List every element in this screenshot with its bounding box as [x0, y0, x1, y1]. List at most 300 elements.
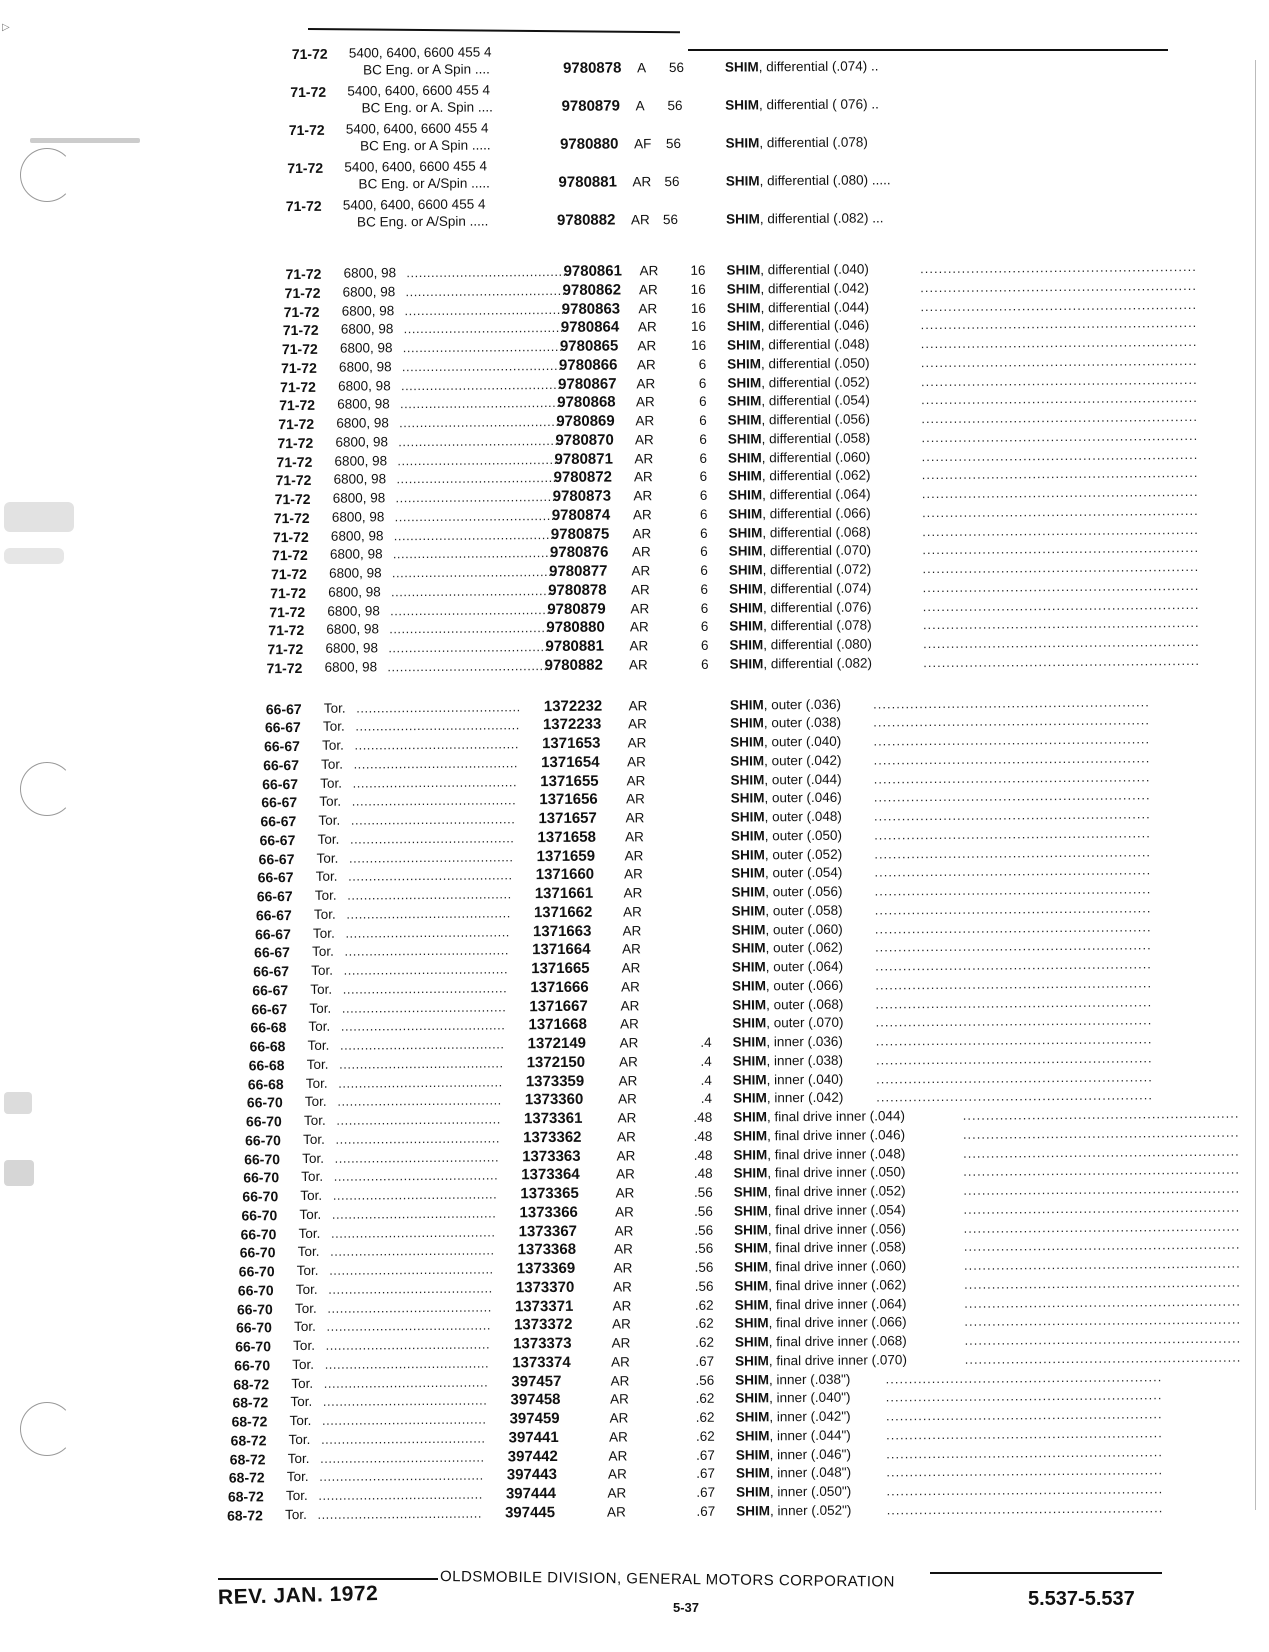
model-list: 6800, 98	[326, 621, 380, 638]
quantity: AR	[621, 960, 641, 976]
part-number: 9780862	[562, 281, 622, 299]
leader-dots: ........................................	[355, 717, 520, 734]
part-description: SHIM, differential (.062)	[728, 467, 871, 484]
part-number: 1373371	[514, 1297, 574, 1315]
group-number: .48	[693, 1109, 713, 1125]
part-description: SHIM, outer (.058)	[731, 902, 843, 919]
model-list: Tor.	[289, 1412, 312, 1429]
part-description: SHIM, final drive inner (.070)	[735, 1351, 907, 1369]
quantity: AR	[630, 581, 650, 598]
group-number: 16	[690, 300, 706, 316]
leader-dots: ........................................	[331, 1205, 497, 1222]
group-number: 6	[700, 525, 708, 541]
year-range: 66-67	[263, 737, 300, 755]
part-number: 1371657	[538, 809, 597, 828]
leader-dots: ........................................	[340, 1017, 506, 1034]
corner-mark: ▷	[2, 22, 10, 33]
part-number: 9780868	[557, 393, 616, 412]
year-range: 71-72	[269, 603, 306, 620]
part-description: SHIM, differential (.074) ..	[724, 58, 879, 75]
part-description: SHIM, outer (.070)	[732, 1014, 844, 1031]
group-number: .67	[695, 1447, 715, 1463]
group-number: .4	[700, 1034, 712, 1050]
year-range: 66-70	[236, 1300, 273, 1317]
part-description: SHIM, final drive inner (.050)	[733, 1164, 906, 1181]
quantity: AR	[615, 1185, 635, 1201]
part-number: 9780873	[552, 487, 612, 505]
quantity: AR	[613, 1241, 633, 1257]
part-number: 9780861	[563, 262, 623, 280]
part-description: SHIM, final drive inner (.066)	[734, 1314, 907, 1331]
leader-dots: ............................................................	[920, 296, 1198, 314]
year-range: 71-72	[267, 640, 304, 658]
group-number: 6	[700, 637, 709, 653]
quantity: A	[636, 60, 647, 76]
part-description: SHIM, differential (.082) ...	[726, 210, 884, 227]
leader-dots: ............................................................	[874, 825, 1151, 843]
model-list: 6800, 98	[329, 546, 383, 562]
group-number: 6	[700, 562, 708, 578]
group-number: 6	[701, 656, 709, 672]
quantity: AR	[607, 1466, 627, 1482]
leader-dots: ............................................................	[922, 596, 1200, 614]
part-number: 9780882	[556, 211, 616, 229]
leader-dots: ........................................	[343, 961, 509, 978]
model-list: Tor.	[297, 1244, 320, 1260]
year-range: 66-67	[261, 794, 298, 811]
leader-dots: ............................................................	[963, 1255, 1241, 1273]
part-number: 1371663	[532, 922, 592, 940]
leader-dots: ........................................	[399, 413, 564, 431]
year-range: 66-68	[248, 1056, 285, 1074]
year-range: 71-72	[288, 121, 325, 139]
leader-dots: ........................................	[344, 942, 510, 959]
part-number: 9780879	[561, 97, 621, 115]
quantity: AR	[625, 829, 644, 845]
quantity: AR	[636, 356, 656, 373]
model-list: Tor.	[313, 906, 336, 922]
model-list: 5400, 6400, 6600 455 4	[345, 120, 489, 137]
leader-dots: ........................................	[338, 1073, 503, 1091]
part-description: SHIM, inner (.038")	[735, 1371, 851, 1388]
part-number: 9780874	[551, 506, 611, 524]
group-number: .56	[694, 1222, 714, 1238]
group-number: 6	[700, 544, 708, 560]
leader-dots: ........................................	[345, 923, 510, 941]
leader-dots: ............................................................	[963, 1143, 1240, 1161]
part-number: 1371661	[534, 884, 594, 903]
leader-dots: ............................................................	[964, 1274, 1241, 1292]
model-list: 6800, 98	[331, 509, 385, 525]
part-number: 1373374	[512, 1353, 571, 1372]
year-range: 71-72	[279, 397, 316, 414]
model-list: 6800, 98	[343, 265, 397, 281]
part-number: 1371653	[541, 734, 601, 753]
year-range: 71-72	[274, 490, 311, 508]
part-description: SHIM, outer (.056)	[731, 883, 843, 900]
part-number: 1372232	[543, 697, 603, 715]
part-description: SHIM, outer (.046)	[730, 789, 842, 806]
quantity: AR	[633, 469, 653, 485]
year-range: 71-72	[282, 322, 319, 339]
part-number: 1372149	[527, 1034, 587, 1053]
leader-dots: ............................................................	[921, 390, 1198, 408]
leader-dots: ........................................	[353, 755, 519, 772]
quantity: AR	[634, 450, 654, 466]
part-number: 1371662	[533, 903, 593, 921]
part-description: SHIM, differential (.060)	[727, 448, 871, 466]
year-range: 68-72	[232, 1394, 269, 1411]
model-list: Tor.	[288, 1431, 311, 1447]
part-number: 1372233	[542, 715, 602, 734]
division-name: OLDSMOBILE DIVISION, GENERAL MOTORS CORPORATION	[439, 1568, 896, 1591]
group-number: .4	[700, 1072, 712, 1088]
leader-dots: ............................................................	[874, 843, 1152, 861]
leader-dots: ........................................	[320, 1430, 486, 1447]
leader-dots: ............................................................	[963, 1180, 1241, 1198]
part-description: SHIM, differential (.078)	[729, 617, 872, 634]
year-range: 66-67	[251, 1000, 288, 1017]
quantity: AR	[619, 1035, 639, 1051]
year-range: 71-72	[272, 528, 309, 545]
model-list: 6800, 98	[336, 415, 389, 431]
leader-dots: ............................................................	[962, 1124, 1240, 1142]
leader-dots: ............................................................	[875, 993, 1153, 1011]
leader-dots: ............................................................	[920, 352, 1198, 370]
year-range: 66-70	[239, 1244, 276, 1261]
year-range: 66-70	[245, 1131, 281, 1149]
year-range: 71-72	[277, 434, 314, 451]
part-description: SHIM, inner (.040)	[732, 1071, 844, 1088]
part-description: SHIM, final drive inner (.062)	[734, 1276, 907, 1294]
model-list: 5400, 6400, 6600 455 4	[348, 44, 492, 61]
leader-dots: ........................................	[318, 1486, 483, 1503]
year-range: 66-67	[255, 906, 292, 924]
quantity: AR	[616, 1147, 636, 1164]
year-range: 71-72	[276, 453, 313, 470]
year-range: 66-67	[256, 888, 293, 905]
part-number: 397443	[506, 1466, 557, 1484]
part-description: SHIM, outer (.066)	[732, 977, 844, 994]
group-number: 16	[690, 319, 707, 335]
leader-dots: ........................................	[348, 867, 513, 884]
quantity: AR	[638, 281, 658, 298]
part-number: 397457	[511, 1372, 562, 1390]
part-description: SHIM, outer (.040)	[730, 733, 842, 750]
quantity: AR	[614, 1204, 634, 1220]
leader-dots: ............................................................	[885, 1406, 1163, 1424]
model-list: Tor.	[303, 1112, 326, 1128]
leader-dots: ............................................................	[921, 483, 1199, 502]
model-list: Tor.	[318, 812, 341, 828]
quantity: AR	[630, 212, 650, 228]
leader-dots: ........................................	[387, 657, 552, 675]
leader-dots: ............................................................	[922, 540, 1200, 558]
year-range: 66-67	[260, 813, 297, 830]
leader-dots: ........................................	[402, 338, 568, 356]
model-list: Tor.	[312, 925, 335, 941]
leader-dots: ........................................	[326, 1317, 491, 1335]
leader-dots: ............................................................	[886, 1424, 1163, 1443]
leader-dots: ........................................	[336, 1111, 501, 1128]
year-range: 66-67	[254, 925, 291, 942]
model-list: 6800, 98	[327, 602, 380, 619]
leader-dots: ............................................................	[874, 937, 1152, 955]
year-range: 66-67	[259, 831, 296, 849]
group-number: .56	[693, 1184, 713, 1200]
leader-dots: ........................................	[322, 1392, 488, 1410]
year-range: 68-72	[229, 1450, 266, 1468]
part-description: SHIM, differential (.074)	[728, 580, 872, 597]
model-list: 6800, 98	[332, 490, 386, 506]
part-number: 1373363	[522, 1147, 581, 1165]
model-list: Tor.	[317, 831, 340, 847]
year-range: 68-72	[228, 1469, 265, 1486]
leader-dots: ........................................	[325, 1336, 491, 1353]
quantity: AR	[636, 375, 656, 391]
model-list: Tor.	[305, 1075, 328, 1091]
year-range: 71-72	[284, 284, 321, 301]
page-number: 5-37	[673, 1600, 700, 1615]
group-number: 16	[690, 262, 706, 278]
quantity: AR	[628, 697, 648, 713]
year-range: 66-68	[250, 1019, 287, 1036]
model-list: Tor.	[286, 1469, 309, 1485]
leader-dots: ........................................	[396, 470, 561, 487]
part-number: 1371654	[541, 753, 600, 771]
quantity: AR	[623, 904, 642, 920]
part-description: SHIM, inner (.050")	[736, 1483, 852, 1500]
part-number: 1373360	[524, 1091, 584, 1109]
model-list: Tor.	[284, 1506, 307, 1522]
model-list: 6800, 98	[330, 527, 384, 544]
part-description: SHIM, outer (.054)	[731, 864, 843, 881]
quantity: AR	[623, 885, 643, 901]
group-number: 6	[698, 375, 707, 391]
leader-dots: ............................................................	[873, 712, 1151, 730]
quantity: AR	[610, 1354, 630, 1370]
leader-dots: ............................................................	[874, 881, 1152, 899]
leader-dots: ............................................................	[923, 652, 1200, 670]
model-list: Tor.	[294, 1319, 316, 1335]
part-number: 9780869	[556, 412, 615, 430]
leader-dots: ............................................................	[921, 446, 1199, 464]
leader-dots: ............................................................	[964, 1293, 1242, 1311]
year-range: 66-67	[258, 850, 295, 867]
quantity: AR	[620, 997, 640, 1013]
part-description: SHIM, final drive inner (.064)	[734, 1295, 907, 1313]
part-number: 1373366	[519, 1203, 578, 1222]
year-range: 71-72	[287, 159, 324, 177]
leader-dots: ............................................................	[874, 918, 1152, 936]
part-description: SHIM, differential (.040)	[726, 261, 869, 278]
group-number: 16	[691, 337, 707, 353]
quantity: AR	[630, 600, 650, 616]
leader-dots: ............................................................	[886, 1499, 1164, 1518]
leader-dots: ............................................................	[922, 558, 1200, 577]
quantity: AR	[609, 1410, 629, 1426]
leader-dots: ............................................................	[886, 1462, 1164, 1480]
group-number: .67	[696, 1484, 716, 1500]
model-list: Tor.	[323, 700, 346, 716]
leader-dots: ........................................	[348, 848, 514, 866]
year-range: 66-67	[253, 963, 290, 980]
model-list: 6800, 98	[338, 359, 392, 375]
part-description: SHIM, inner (.042)	[732, 1089, 844, 1106]
model-list: Tor.	[306, 1056, 329, 1072]
quantity: AR	[624, 847, 644, 863]
part-number: 1371659	[536, 847, 596, 865]
year-range: 71-72	[291, 45, 328, 63]
leader-dots: ........................................	[327, 1298, 492, 1316]
quantity: AR	[618, 1091, 637, 1107]
year-range: 71-72	[275, 472, 312, 489]
year-range: 71-72	[271, 547, 308, 564]
part-description: SHIM, differential (.080) .....	[725, 172, 891, 189]
group-number: 6	[698, 356, 707, 372]
part-description: SHIM, inner (.044")	[735, 1427, 851, 1444]
model-list: Tor.	[301, 1169, 324, 1185]
model-list: Tor.	[292, 1356, 315, 1372]
year-range: 71-72	[283, 303, 320, 320]
part-number: 9780880	[559, 135, 619, 153]
engine-note: BC Eng. or A Spin ....	[362, 61, 490, 78]
leader-dots: ........................................	[337, 1092, 502, 1109]
quantity: AR	[632, 506, 652, 523]
quantity: AR	[632, 525, 652, 541]
leader-dots: ............................................................	[920, 333, 1198, 352]
quantity: AR	[612, 1279, 632, 1295]
group-number: .62	[695, 1334, 715, 1350]
leader-dots: ........................................	[329, 1261, 494, 1278]
quantity: AR	[637, 319, 657, 335]
model-list: 6800, 98	[324, 659, 378, 675]
model-list: Tor.	[302, 1150, 324, 1166]
quantity: AR	[619, 1054, 638, 1070]
part-number: 1373362	[523, 1128, 582, 1146]
part-number: 1373372	[513, 1316, 573, 1334]
leader-dots: ............................................................	[922, 577, 1200, 595]
leader-dots: ........................................	[342, 980, 508, 997]
leader-dots: ........................................	[388, 638, 553, 656]
engine-note: BC Eng. or A Spin .....	[359, 137, 491, 154]
model-list: 5400, 6400, 6600 455 4	[344, 158, 487, 175]
year-range: 71-72	[268, 622, 305, 639]
leader-dots: ............................................................	[963, 1199, 1241, 1217]
leader-dots: ........................................	[391, 563, 557, 581]
part-description: SHIM, outer (.038)	[730, 714, 842, 731]
part-description: SHIM, outer (.052)	[731, 846, 843, 863]
leader-dots: ........................................	[390, 582, 556, 600]
part-number: 397441	[508, 1428, 559, 1447]
group-number: .67	[696, 1503, 716, 1519]
part-number: 1373367	[518, 1222, 578, 1240]
leader-dots: ............................................................	[873, 750, 1151, 768]
engine-note: BC Eng. or A/Spin .....	[356, 213, 489, 230]
model-list: 6800, 98	[338, 377, 391, 394]
part-number: 397458	[510, 1391, 561, 1409]
leader-dots: ........................................	[319, 1467, 484, 1485]
group-number: .62	[694, 1297, 714, 1313]
part-number: 9780876	[549, 543, 609, 562]
group-number: .56	[694, 1241, 714, 1257]
group-number: 16	[690, 281, 706, 297]
part-number: 1373364	[521, 1166, 580, 1184]
part-number: 1373373	[513, 1334, 572, 1353]
quantity: AR	[637, 338, 657, 354]
part-description: SHIM, outer (.036)	[729, 696, 842, 713]
part-description: SHIM, outer (.048)	[730, 808, 842, 825]
year-range: 66-67	[264, 719, 301, 736]
leader-dots: ............................................................	[963, 1218, 1241, 1236]
leader-dots: ........................................	[332, 1186, 498, 1203]
group-number: 6	[700, 600, 709, 616]
leader-dots: ........................................	[330, 1242, 495, 1260]
quantity: AR	[617, 1129, 636, 1145]
leader-dots: ........................................	[341, 998, 507, 1016]
year-range: 66-68	[249, 1038, 286, 1055]
part-number: 9780864	[560, 318, 620, 337]
part-number: 1373369	[516, 1259, 576, 1278]
year-range: 66-70	[244, 1150, 281, 1167]
year-range: 66-67	[257, 869, 294, 886]
leader-dots: ........................................	[393, 526, 559, 543]
model-list: Tor.	[321, 737, 344, 753]
part-number: 397444	[505, 1484, 557, 1503]
leader-dots: ........................................	[330, 1223, 496, 1241]
quantity: AR	[631, 544, 651, 560]
footer-rule-right	[930, 1572, 1162, 1574]
leader-dots: ........................................	[400, 376, 566, 393]
leader-dots: ............................................................	[921, 502, 1199, 520]
leader-dots: ............................................................	[875, 1012, 1153, 1030]
model-list: Tor.	[322, 718, 345, 735]
part-description: SHIM, differential ( 076) ..	[725, 96, 879, 113]
year-range: 66-70	[245, 1113, 282, 1130]
year-range: 71-72	[270, 584, 307, 601]
group-number: 6	[699, 506, 708, 522]
part-number: 1371656	[539, 790, 598, 809]
quantity: AR	[613, 1260, 633, 1276]
model-list: Tor.	[308, 1019, 331, 1035]
leader-dots: ............................................................	[875, 956, 1152, 974]
part-number: 9780878	[548, 581, 607, 599]
year-range: 71-72	[280, 359, 317, 376]
leader-dots: ........................................	[351, 792, 517, 809]
leader-dots: ............................................................	[873, 768, 1151, 786]
part-number: 1371667	[529, 997, 588, 1015]
part-number: 1371658	[537, 828, 596, 846]
part-number: 9780875	[550, 525, 610, 543]
year-range: 71-72	[280, 378, 316, 395]
part-number: 1372150	[526, 1053, 586, 1071]
leader-dots: ........................................	[339, 1055, 504, 1072]
quantity: AR	[608, 1447, 628, 1464]
model-list: 6800, 98	[335, 434, 389, 450]
group-number: 6	[699, 469, 708, 485]
part-description: SHIM, final drive inner (.048)	[733, 1145, 906, 1163]
leader-dots: ........................................	[323, 1374, 489, 1391]
quantity: AR	[631, 563, 651, 579]
model-list: Tor.	[310, 981, 333, 997]
group-number: .62	[695, 1390, 715, 1407]
part-description: SHIM, differential (.048)	[727, 336, 870, 353]
group-number: 56	[662, 211, 679, 228]
year-range: 66-70	[237, 1281, 274, 1299]
leader-dots: ............................................................	[921, 427, 1199, 445]
year-range: 66-70	[243, 1169, 280, 1186]
leader-dots: ............................................................	[885, 1387, 1163, 1405]
